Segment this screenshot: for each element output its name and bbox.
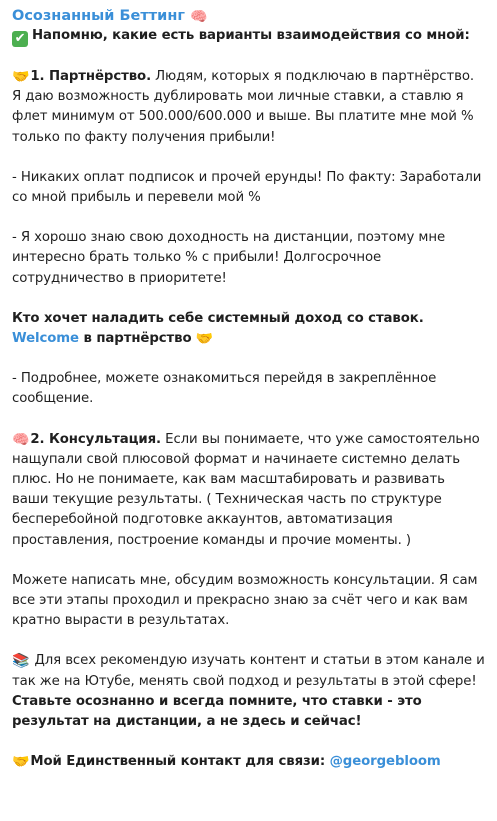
paragraph-recommendation [12,651,485,732]
partnership-text: Людям, которых я подключаю в партнёрство. Я даю возможность дублировать мои личные ставки, а ставлю я флет минимум от 500.000/600.000 и выше. Вы платите мне мой % только по факту получения прибыли! [12,69,475,145]
contact-username-link[interactable]: @georgebloom [329,754,441,770]
message-title-text: Напомню, какие есть варианты взаимодействия со мной: [32,28,470,43]
welcome-link[interactable]: Welcome [12,331,79,347]
paragraph-contact-me: Можете написать мне, обсудим возможность консультации. Я сам все эти этапы проходил и прекрасно знаю за счёт чего и как вам кратно вырасти в результатах. [12,572,478,629]
paragraph-welcome [12,309,485,349]
channel-name[interactable] [12,6,485,26]
channel-name-text: Осознанный Беттинг [12,8,185,24]
partnership-heading: 1. Партнёрство. [30,69,152,84]
brain-icon: 🧠 [12,431,30,448]
welcome-bold-text-2: в партнёрство [78,331,192,347]
books-icon: 📚 [12,653,30,670]
recommendation-text: Для всех рекомендую изучать контент и статьи в этом канале и так же на Ютубе, менять свой подход и результаты в этой сфере! [12,653,485,689]
paragraph-partnership [12,67,485,148]
recommendation-bold-text: Ставьте осознанно и всегда помните, что ставки - это результат на дистанции, а не здесь и сейчас! [12,693,422,730]
paragraph-profit-share: - Я хорошо знаю свою доходность на дистанции, поэтому мне интересно брать только % с прибыли! Долгосрочное сотрудничество в приоритете! [12,230,446,286]
consultation-heading: 2. Консультация. [30,431,162,447]
brain-icon: 🧠 [189,9,208,25]
check-mark-icon: ✔ [12,31,28,47]
consultation-text: Если вы понимаете, что уже самостоятельно нащупали свой плюсовой формат и начинаете системно делать плюс. Но не понимаете, как вам масштабировать и развивать ваши текущие результаты. ( Техническая часть по структуре бесперебойной подготовке аккаунтов, автоматизация проставления, построение команды и прочие моменты. ) [12,431,480,548]
paragraph-no-fees: - Никаких оплат подписок и прочей ерунды! По факту: Заработали со мной прибыль и перевели мой % [12,169,482,206]
handshake-icon: 🤝 [12,754,30,771]
contact-bold-text: Мой Единственный контакт для связи: [30,754,330,770]
message-text [12,26,485,772]
message-title [12,26,485,47]
welcome-bold-text: Кто хочет наладить себе системный доход со ставок. [12,310,424,326]
handshake-icon: 🤝 [195,331,213,348]
handshake-icon: 🤝 [12,69,30,85]
paragraph-pinned: - Подробнее, можете ознакомиться перейдя в закреплённое сообщение. [12,371,437,407]
paragraph-consultation [12,430,485,551]
paragraph-contact [12,752,485,772]
